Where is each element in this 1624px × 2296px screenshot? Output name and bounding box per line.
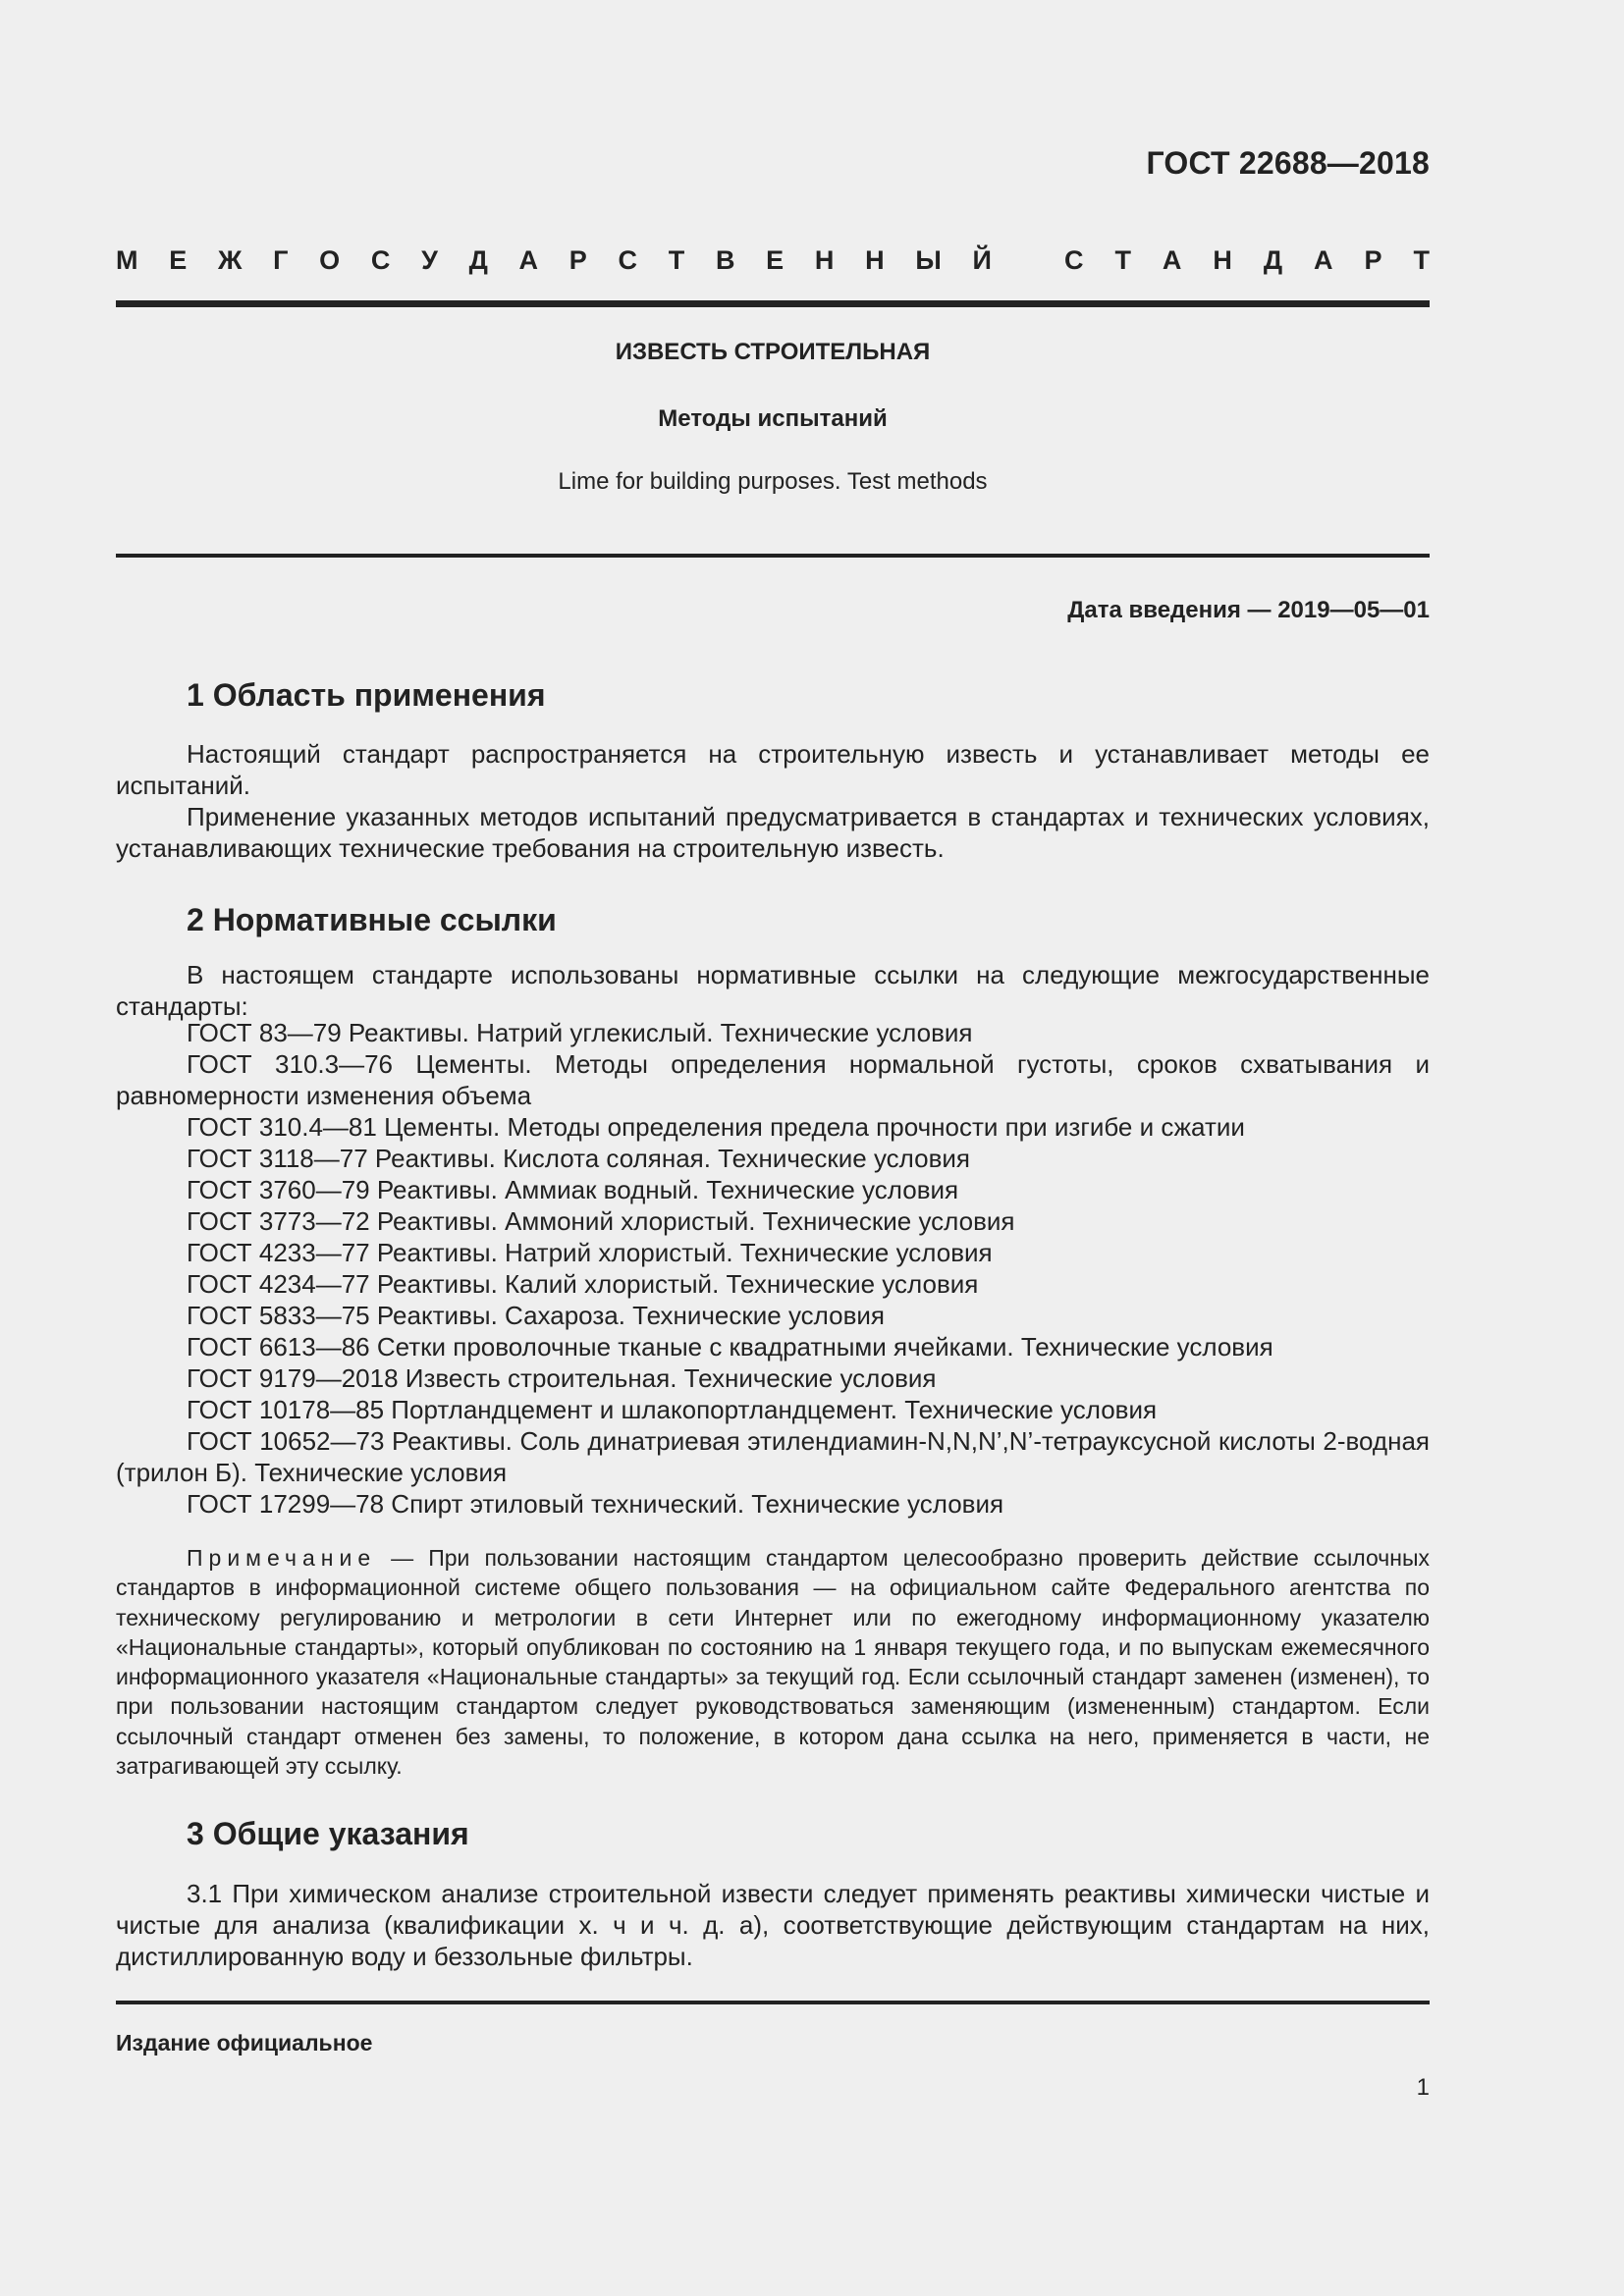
section-heading-scope: 1 Область применения xyxy=(187,677,546,713)
reference-item: ГОСТ 9179—2018 Известь строительная. Технические условия xyxy=(187,1363,937,1393)
reference-item: ГОСТ 4233—77 Реактивы. Натрий хлористый. Технические условия xyxy=(187,1238,993,1267)
english-title: Lime for building purposes. Test methods xyxy=(558,468,988,495)
document-code: ГОСТ 22688—2018 xyxy=(1146,145,1430,181)
section-heading-general: 3 Общие указания xyxy=(187,1816,469,1851)
reference-item: ГОСТ 5833—75 Реактивы. Сахароза. Технические условия xyxy=(187,1301,885,1330)
reference-item: ГОСТ 3760—79 Реактивы. Аммиак водный. Технические условия xyxy=(187,1175,959,1204)
note-label: Примечание xyxy=(187,1545,377,1571)
reference-item: ГОСТ 310.4—81 Цементы. Методы определения предела прочности при изгибе и сжатии xyxy=(187,1112,1245,1142)
footer-divider xyxy=(116,2001,1430,2004)
reference-item: ГОСТ 6613—86 Сетки проволочные тканые с квадратными ячейками. Технические условия xyxy=(187,1332,1273,1362)
banner-word-interstate: М Е Ж Г О С У Д А Р С Т В Е Н Н Ы Й xyxy=(116,245,992,275)
reference-item: ГОСТ 4234—77 Реактивы. Калий хлористый. Технические условия xyxy=(187,1269,979,1299)
title-divider xyxy=(116,554,1430,558)
paragraph: В настоящем стандарте использованы нормативные ссылки на следующие межгосударственные стандарты: xyxy=(116,960,1430,1021)
reference-item: ГОСТ 10178—85 Портландцемент и шлакопортландцемент. Технические условия xyxy=(187,1395,1158,1424)
interstate-standard-banner xyxy=(116,245,1430,276)
reference-item: ГОСТ 10652—73 Реактивы. Соль динатриевая этилендиамин-N,N,N’,N’-тетрауксусной кислоты 2-водная (трилон Б). Технические условия xyxy=(116,1426,1430,1487)
introduction-date: Дата введения — 2019—05—01 xyxy=(1067,597,1430,623)
page-number: 1 xyxy=(1416,2074,1430,2101)
reference-item: ГОСТ 3773—72 Реактивы. Аммоний хлористый. Технические условия xyxy=(187,1206,1015,1236)
section-heading-references: 2 Нормативные ссылки xyxy=(187,902,557,937)
note-block xyxy=(116,1543,1430,1781)
paragraph: Применение указанных методов испытаний предусматривается в стандартах и технических условиях, устанавливающих технические требования на строительную известь. xyxy=(116,802,1430,863)
reference-item: ГОСТ 83—79 Реактивы. Натрий углекислый. Технические условия xyxy=(187,1018,973,1047)
edition-label: Издание официальное xyxy=(116,2030,373,2056)
reference-item: ГОСТ 3118—77 Реактивы. Кислота соляная. Технические условия xyxy=(187,1144,971,1173)
reference-item: ГОСТ 310.3—76 Цементы. Методы определения нормальной густоты, сроков схватывания и равномерности изменения объема xyxy=(116,1049,1430,1110)
paragraph: Настоящий стандарт распространяется на строительную известь и устанавливает методы ее испытаний. xyxy=(116,739,1430,800)
paragraph: 3.1 При химическом анализе строительной извести следует применять реактивы химически чистые и чистые для анализа (квалификации х. ч и ч. д. а), соответствующие действующим стандартам на них, дистиллированную воду и беззольные фильтры. xyxy=(116,1879,1430,1971)
note-text: — При пользовании настоящим стандартом целесообразно проверить действие ссылочных стандартов в информационной системе общего пользования — на официальном сайте Федерального агентства по техническому регулированию и метрологии в сети Интернет или по ежегодному информационному указателю «Национальные стандарты», который опубликован по состоянию на 1 января текущего года, и по выпускам ежемесячного информационного указателя «Национальные стандарты» за текущий год. Если ссылочный стандарт заменен (изменен), то при пользовании настоящим стандартом следует руководствоваться заменяющим (измененным) стандартом. Если ссылочный стандарт отменен без замены, то положение, в котором дана ссылка на него, применяется в части, не затрагивающей эту ссылку. xyxy=(116,1545,1430,1780)
reference-item: ГОСТ 17299—78 Спирт этиловый технический. Технические условия xyxy=(187,1489,1004,1519)
document-subtitle: Методы испытаний xyxy=(658,405,888,432)
document-title: ИЗВЕСТЬ СТРОИТЕЛЬНАЯ xyxy=(615,339,931,365)
banner-word-standard: С Т А Н Д А Р Т xyxy=(1064,245,1430,275)
header-divider xyxy=(116,300,1430,307)
